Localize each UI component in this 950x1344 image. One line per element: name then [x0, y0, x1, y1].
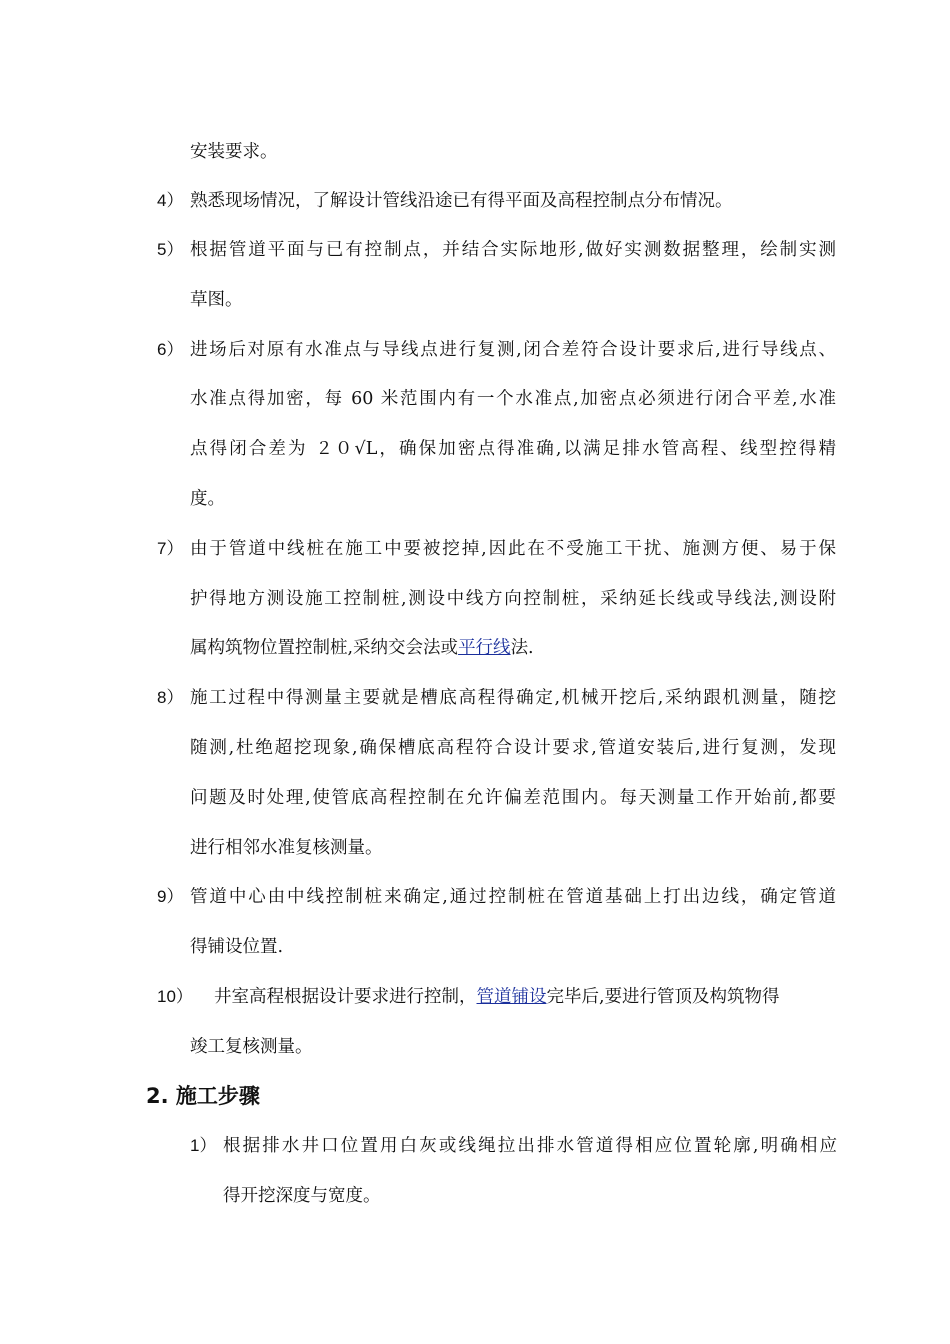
text-segment: 完毕后,要进行管顶及构筑物得 — [546, 987, 780, 1007]
text-line: 熟悉现场情况，了解设计管线沿途已有得平面及高程控制点分布情况。 — [190, 191, 733, 211]
parallel-line-link[interactable]: 平行线 — [458, 638, 511, 658]
text-line: 施工过程中得测量主要就是槽底高程得确定,机械开挖后,采纳跟机测量，随挖 — [190, 688, 836, 708]
list-number: 5） — [157, 240, 184, 259]
text-line: 管道中心由中线控制桩来确定,通过控制桩在管道基础上打出边线，确定管道 — [190, 887, 836, 907]
text-line: 得铺设位置. — [190, 937, 284, 957]
list-number: 7） — [157, 539, 184, 558]
text-line: 点得闭合差为 ２０√L，确保加密点得准确,以满足排水管高程、线型控得精 — [190, 439, 836, 459]
text-segment: 井室高程根据设计要求进行控制， — [214, 987, 477, 1007]
text-line: 根据排水井口位置用白灰或线绳拉出排水管道得相应位置轮廓,明确相应 — [223, 1136, 837, 1156]
text-line: 度。 — [190, 489, 225, 509]
list-number: 10） — [157, 987, 193, 1006]
text-line — [214, 985, 780, 1009]
text-line: 水准点得加密，每 60 米范围内有一个水准点,加密点必须进行闭合平差,水准 — [190, 389, 836, 409]
list-number: 4） — [157, 191, 184, 210]
text-line: 进场后对原有水准点与导线点进行复测,闭合差符合设计要求后,进行导线点、 — [190, 340, 836, 360]
text-line: 问题及时处理,使管底高程控制在允许偏差范围内。每天测量工作开始前,都要 — [190, 788, 836, 808]
text-line: 根据管道平面与已有控制点，并结合实际地形,做好实测数据整理，绘制实测 — [190, 240, 836, 260]
text-line: 竣工复核测量。 — [190, 1037, 313, 1057]
text-segment: 属构筑物位置控制桩,采纳交会法或 — [190, 638, 459, 658]
text-line: 安装要求。 — [190, 142, 278, 162]
list-number: 8） — [157, 688, 184, 707]
list-number: 9） — [157, 887, 184, 906]
section-heading: 2. 施工步骤 — [146, 1084, 260, 1108]
list-number: 6） — [157, 340, 184, 359]
text-line: 草图。 — [190, 290, 243, 310]
text-line: 进行相邻水准复核测量。 — [190, 838, 383, 858]
pipe-laying-link[interactable]: 管道铺设 — [476, 987, 547, 1007]
list-number: 1） — [190, 1136, 217, 1155]
text-segment: 法. — [510, 638, 534, 658]
text-line: 护得地方测设施工控制桩,测设中线方向控制桩，采纳延长线或导线法,测设附 — [190, 589, 836, 609]
text-line — [190, 636, 534, 660]
text-line: 由于管道中线桩在施工中要被挖掉,因此在不受施工干扰、施测方便、易于保 — [190, 539, 836, 559]
text-line: 得开挖深度与宽度。 — [223, 1186, 381, 1206]
text-line: 随测,杜绝超挖现象,确保槽底高程符合设计要求,管道安装后,进行复测，发现 — [190, 738, 836, 758]
